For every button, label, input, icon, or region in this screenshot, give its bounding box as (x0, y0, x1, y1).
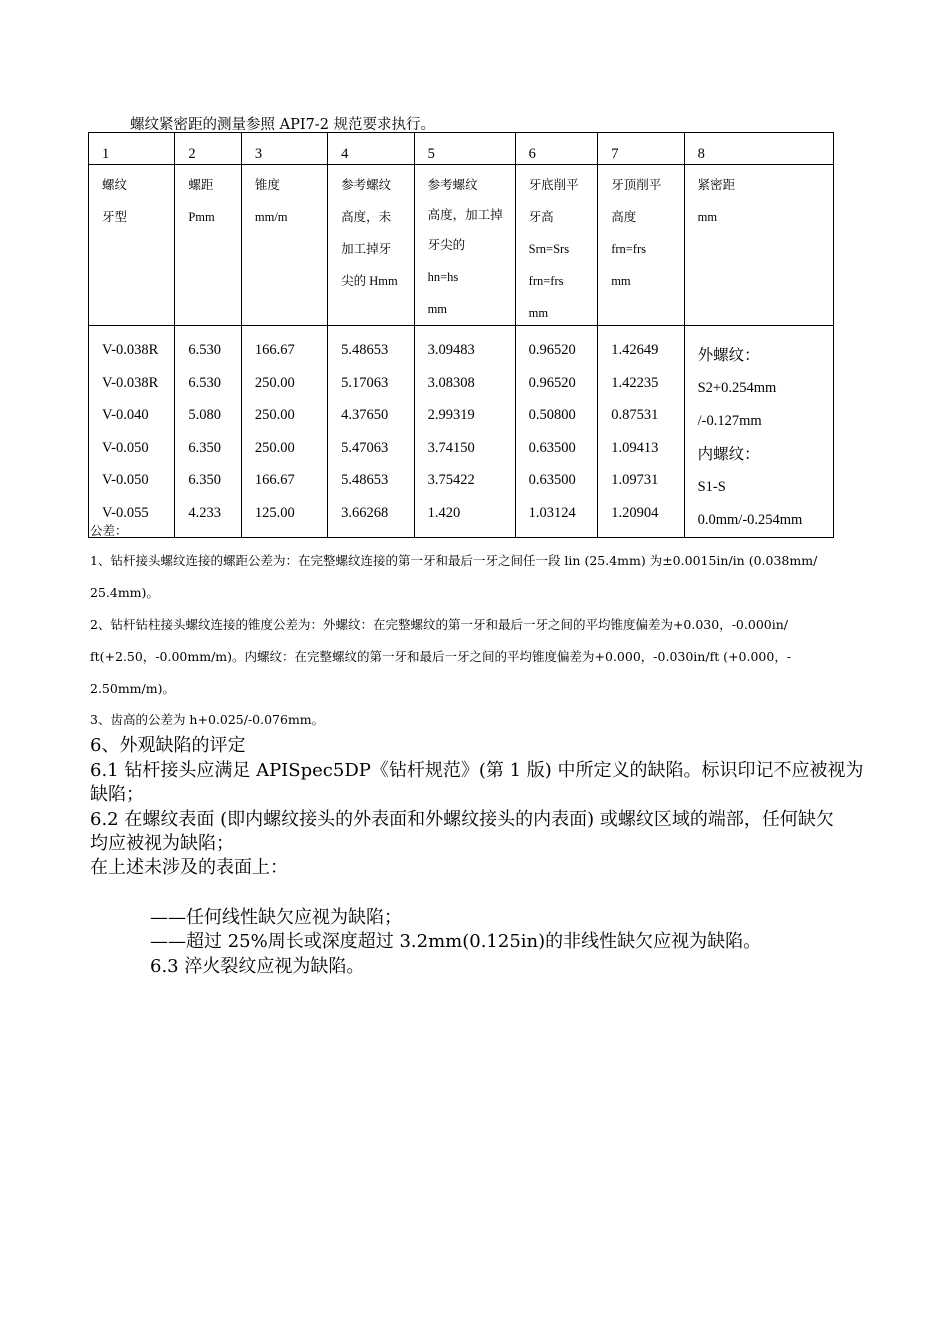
header-thread-type: 螺纹 牙型 (89, 165, 175, 326)
tolerance-title: 公差： (90, 523, 128, 538)
bullet-linear-defect: ——任何线性缺欠应视为缺陷； (150, 907, 402, 928)
table-row: V-0.050 6.350 166.67 5.48653 3.75422 0.63500 1.09731 (89, 472, 834, 504)
header-crest-truncation: 牙顶削平 高度 frn=frs mm (598, 165, 684, 326)
intro-text: 螺纹紧密距的测量参照 API7-2 规范要求执行。 (130, 117, 436, 133)
table-row: V-0.038R 6.530 250.00 5.17063 3.08308 0.96520 1.42235 (89, 375, 834, 407)
note-3: 3、齿高的公差为 h+0.025/-0.076mm。 (90, 712, 325, 727)
para-6-3: 6.3 淬火裂纹应视为缺陷。 (150, 956, 365, 977)
note-1-line-1: 1、钻杆接头螺纹连接的螺距公差为：在完整螺纹连接的第一牙和最后一牙之间任一段 lin (25.4mm) 为±0.0015in/in (0.038mm/ (90, 553, 818, 568)
col-number: 8 (697, 146, 705, 162)
header-pitch: 螺距 Pmm (175, 165, 242, 326)
header-ref-height-turned: 参考螺纹 高度，加工掉 牙尖的 hn=hs mm (414, 165, 515, 326)
note-2-line-2: ft(+2.50，-0.00mm/m)。内螺纹：在完整螺纹的第一牙和最后一牙之间的平均锥度偏差为+0.000，-0.030in/ft (+0.000，- (90, 649, 792, 664)
col-number: 6 (528, 146, 536, 162)
col-number: 5 (427, 146, 435, 162)
header-taper: 锥度 mm/m (241, 165, 327, 326)
table-row: V-0.040 5.080 250.00 4.37650 2.99319 0.50800 0.87531 (89, 407, 834, 439)
thread-spec-table (88, 132, 834, 538)
table-row: V-0.038R 6.530 166.67 5.48653 3.09483 0.96520 1.42649 外螺纹： S2+0.254mm /-0.127mm 内螺纹： S1-S 0.0mm/-0.254mm (89, 326, 834, 375)
note-2-line-3: 2.50mm/m)。 (90, 681, 175, 696)
para-other-surfaces: 在上述未涉及的表面上： (90, 857, 288, 878)
note-2-line-1: 2、钻杆钻柱接头螺纹连接的锥度公差为：外螺纹：在完整螺纹的第一牙和最后一牙之间的平均锥度偏差为+0.030，-0.000in/ (90, 617, 788, 632)
column-number-row (89, 133, 834, 165)
para-6-1-line-1: 6.1 钻杆接头应满足 APISpec5DP《钻杆规范》(第 1 版) 中所定义的缺陷。标识印记不应被视为 (90, 760, 864, 781)
col-number: 3 (254, 146, 263, 162)
bullet-nonlinear-defect: ——超过 25%周长或深度超过 3.2mm(0.125in)的非线性缺欠应视为缺陷。 (150, 931, 762, 952)
col-number: 2 (188, 146, 196, 162)
standoff-tolerance-cell: 外螺纹： S2+0.254mm /-0.127mm 内螺纹： S1-S 0.0mm/-0.254mm (684, 326, 833, 538)
section-6-title: 6、外观缺陷的评定 (90, 735, 246, 756)
para-6-1-line-2: 缺陷； (90, 784, 144, 805)
col-number: 7 (611, 146, 619, 162)
note-1-line-2: 25.4mm)。 (90, 585, 159, 600)
para-6-2-line-2: 均应被视为缺陷； (90, 833, 234, 854)
header-ref-height-unturned: 参考螺纹 高度，未 加工掉牙 尖的 Hmm (328, 165, 414, 326)
col-number: 1 (102, 146, 110, 162)
header-standoff: 紧密距 mm (684, 165, 833, 326)
column-header-row (89, 165, 834, 326)
table-row: V-0.055 4.233 125.00 3.66268 1.420 1.03124 1.20904 (89, 505, 834, 538)
table-row: V-0.050 6.350 250.00 5.47063 3.74150 0.63500 1.09413 (89, 440, 834, 472)
col-number: 4 (341, 146, 349, 162)
para-6-2-line-1: 6.2 在螺纹表面 (即内螺纹接头的外表面和外螺纹接头的内表面) 或螺纹区域的端部，任何缺欠 (90, 809, 834, 830)
header-root-truncation: 牙底削平 牙高 Srn=Srs frn=frs mm (515, 165, 598, 326)
